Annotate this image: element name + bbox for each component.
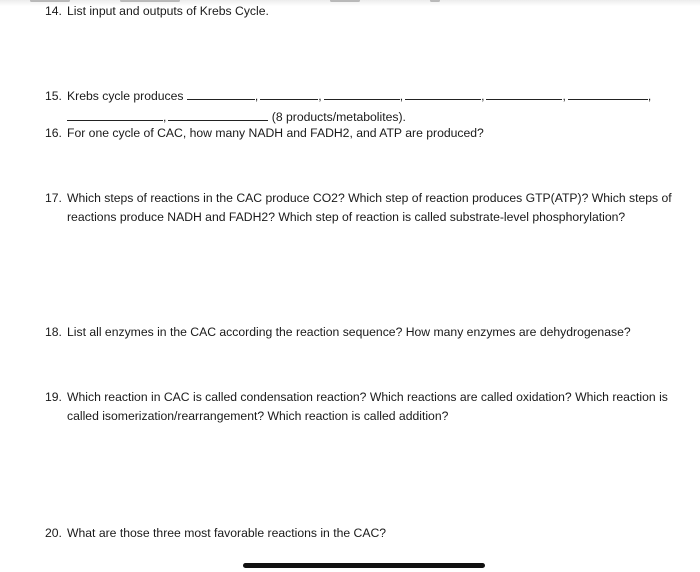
question-number: 20. <box>45 526 62 540</box>
question-20 <box>45 524 386 543</box>
answer-blank[interactable] <box>324 88 400 100</box>
question-text: List all enzymes in the CAC according the reaction sequence? How many enzymes are dehydrogenase? <box>67 325 631 339</box>
question-16 <box>45 124 484 143</box>
question-17 <box>45 189 672 227</box>
separator: , <box>562 89 566 103</box>
separator: , <box>163 110 167 124</box>
separator: , <box>481 89 485 103</box>
question-19 <box>45 388 668 426</box>
answer-blank[interactable] <box>568 88 648 100</box>
question-number: 15. <box>45 89 62 103</box>
separator: , <box>399 89 404 103</box>
question-number: 14. <box>45 4 62 18</box>
question-number: 19. <box>45 390 62 404</box>
question-text-line: called isomerization/rearrangement? Which reaction is called addition? <box>67 409 449 423</box>
question-15 <box>45 87 653 106</box>
answer-blank[interactable] <box>486 88 562 100</box>
answer-blank[interactable] <box>168 109 268 121</box>
question-number: 17. <box>45 191 62 205</box>
answer-blank[interactable] <box>187 88 255 100</box>
question-text-line: Which steps of reactions in the CAC produce CO2? Which step of reaction produces GTP(ATP)? Which steps of <box>67 191 672 205</box>
question-text: Krebs cycle produces <box>67 89 184 103</box>
question-18 <box>45 323 631 342</box>
scan-artifact <box>330 0 360 2</box>
question-suffix: (8 products/metabolites). <box>271 110 406 124</box>
question-text-line: reactions produce NADH and FADH2? Which step of reaction is called substrate-level phosphorylation? <box>67 210 626 224</box>
home-indicator-bar[interactable] <box>243 563 485 568</box>
question-text-line: Which reaction in CAC is called condensation reaction? Which reactions are called oxidation? Which reaction is <box>67 390 668 404</box>
separator: , <box>318 89 322 103</box>
scan-artifact <box>430 0 440 2</box>
answer-blank[interactable] <box>405 88 481 100</box>
question-text: What are those three most favorable reactions in the CAC? <box>67 526 387 540</box>
question-number: 16. <box>45 126 62 140</box>
separator: , <box>647 89 652 103</box>
question-text: For one cycle of CAC, how many NADH and FADH2, and ATP are produced? <box>67 126 484 140</box>
answer-blank[interactable] <box>67 109 163 121</box>
question-number: 18. <box>45 325 62 339</box>
separator: , <box>254 89 259 103</box>
question-14 <box>45 2 269 21</box>
answer-blank[interactable] <box>260 88 318 100</box>
question-text: List input and outputs of Krebs Cycle. <box>67 4 269 18</box>
